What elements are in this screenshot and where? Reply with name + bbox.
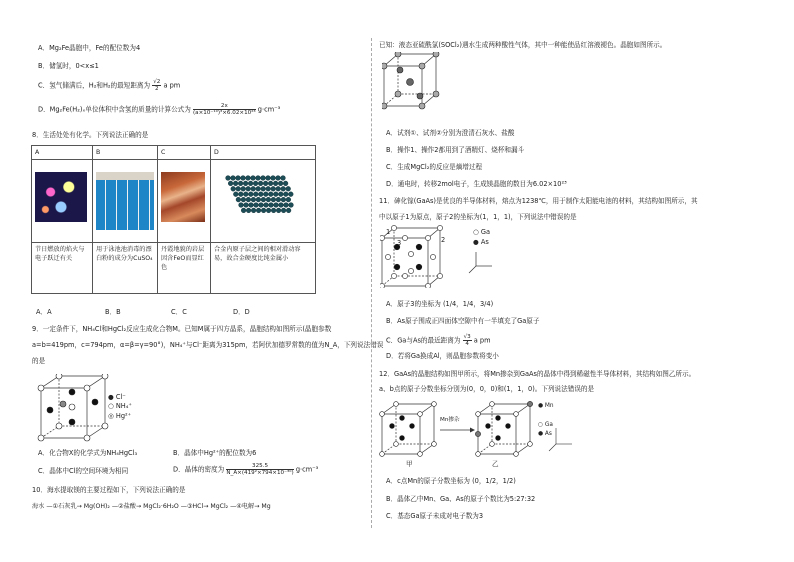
metal-atom [286, 186, 291, 191]
cl-ion [92, 399, 98, 405]
q11-option-c [386, 334, 491, 347]
q8-header-c: C [158, 146, 211, 160]
metal-atom [233, 192, 238, 197]
nh4-ion [69, 404, 75, 410]
fireworks-image [35, 172, 87, 222]
q7-option-a: A．Mg₂Fe晶胞中，Fe的配位数为4 [38, 44, 141, 52]
ga-atom [425, 235, 430, 240]
face-atom [417, 93, 423, 99]
ga-atom [402, 235, 407, 240]
as-atom [410, 424, 415, 429]
frac-num: 325.5 [226, 463, 293, 470]
corner-atom [382, 103, 387, 109]
metal-atom [251, 186, 256, 191]
q12-a-text: A．c点Mn的原子分数坐标为 [386, 477, 470, 485]
q7-option-d [38, 103, 280, 116]
metal-atom [246, 208, 251, 213]
danxia-rock-image [161, 172, 205, 222]
metal-atom [281, 186, 286, 191]
metal-atom [276, 208, 281, 213]
metal-atom [276, 186, 281, 191]
frac-num: 2x [193, 103, 256, 110]
q10-option-c: C．生成MgCl₂的反应是熵增过程 [386, 163, 483, 171]
q8-answer-a: A．A [36, 308, 52, 316]
corner-atom [395, 52, 401, 57]
metal-atom [266, 186, 271, 191]
ga-atom [394, 442, 399, 447]
metal-atom [238, 192, 243, 197]
metal-atom [271, 208, 276, 213]
q12-stem-line2: a、b点的原子分数坐标分别为(0，0，0)和(1，1，0)。下列说法错误的是 [379, 385, 595, 393]
q11-stem-line1: 11．砷化镓(GaAs)是优良的半导体材料，熔点为1238℃，用于制作太阳能电池的材料，其结构如图所示，其 [379, 197, 698, 205]
hg-ion [60, 401, 66, 407]
q7-option-c [38, 79, 180, 92]
q8-text-a: 节日燃放的焰火与电子跃迁有关 [32, 243, 93, 294]
metal-atom [274, 203, 279, 208]
metal-atom [251, 197, 256, 202]
q8-header-b: B [93, 146, 158, 160]
metal-atom [251, 208, 256, 213]
q10-flow-diagram: 海水 —①石灰乳→ Mg(OH)₂ —②盐酸→ MgCl₂·6H₂O —③HCl→ MgCl₂ —④电解→ Mg [32, 503, 271, 510]
q12-legend-ga: ○ Ga [538, 422, 553, 428]
ga-atom [391, 273, 396, 278]
metal-atom [263, 192, 268, 197]
metal-atom [226, 176, 231, 181]
metal-atom [246, 176, 251, 181]
q8-header-d: D [211, 146, 316, 160]
metal-atom [278, 181, 283, 186]
metal-atom [284, 203, 289, 208]
corner-atom [419, 103, 425, 109]
cl-ion [69, 419, 75, 425]
q8-text-d: 合金内原子层之间的相对滑动容易，故合金硬度比纯金属小 [211, 243, 316, 294]
metal-atom [273, 192, 278, 197]
q8-text-b: 用于泳池池消毒的漂白粉的成分为CuSO₄ [93, 243, 158, 294]
q9-d-text: D．晶体的密度为 [173, 465, 225, 474]
metal-atom [241, 176, 246, 181]
frac-den: N_A×(419²×794×10⁻³⁰) [226, 470, 294, 476]
metal-atom [281, 176, 286, 181]
metal-atom [256, 186, 261, 191]
metal-atom [248, 181, 253, 186]
metal-atom [254, 203, 259, 208]
metal-atom [281, 208, 286, 213]
ga-atom [514, 412, 519, 417]
metal-atom [258, 181, 263, 186]
axis-y [549, 444, 556, 451]
q9-d-unit: g·cm⁻³ [295, 465, 319, 474]
ga-atom [490, 402, 495, 407]
metal-atom [261, 208, 266, 213]
metal-atom [241, 186, 246, 191]
arrow-head [470, 428, 475, 433]
q11-option-a [386, 300, 493, 308]
q7-d-fraction [193, 103, 256, 116]
metal-atom [231, 186, 236, 191]
q8-header-a: A [32, 146, 93, 160]
hg-ion [102, 423, 108, 429]
metal-atom [281, 197, 286, 202]
q11-stem-line2: 中以原子1为原点，原子2的坐标为(1，1，1)，下列说法中错误的是 [379, 213, 577, 221]
metal-atom [271, 176, 276, 181]
ga-atom [385, 254, 390, 259]
q10-unit-cell-diagram [382, 52, 442, 114]
q11-option-b: B．As原子围成正四面体空隙中有一半填充了Ga原子 [386, 317, 540, 325]
q12-option-a [386, 477, 516, 485]
as-atom [394, 264, 400, 270]
q9-stem-line2: a=b=419pm，c=794pm，α=β=γ=90°)，NH₄⁺与Cl⁻距离为315pm，若阿伏加德罗常数的值为N_A，下列说法错误 [32, 341, 384, 349]
frac-num: √3 [463, 334, 471, 340]
metal-atom [246, 186, 251, 191]
q8-image-a-cell [32, 160, 93, 243]
q8-table [31, 145, 316, 294]
corner-atom [382, 63, 387, 69]
q9-option-c: C．晶体中Cl的空间环境为相同 [38, 467, 129, 475]
ga-atom [437, 273, 442, 278]
q7-d-text: D．Mg₂Fe(H₂)ₓ单位体积中含氢的质量的计算公式为 [38, 105, 191, 114]
q9-option-b: B．晶体中Hg²⁺的配位数为6 [173, 449, 257, 457]
q7-option-b: B．储氢时，0<x≤1 [38, 62, 99, 70]
metal-atom [243, 181, 248, 186]
corner-atom [433, 52, 439, 57]
metal-atom [233, 181, 238, 186]
hg-ion [102, 374, 108, 379]
frac-den: (a×10⁻¹⁰)³×6.02×10²³ [192, 110, 256, 116]
metal-atom [238, 181, 243, 186]
legend-as-label: As [544, 431, 552, 437]
legend-nh4-label: NH₄⁺ [115, 402, 132, 410]
ga-atom [476, 452, 481, 457]
cl-ion [47, 407, 53, 413]
metal-atom [244, 203, 249, 208]
q12-option-b: B．晶体乙中Mn、Ga、As的原子个数比为5:27:32 [386, 495, 536, 503]
q10-stem: 10．海水提取镁的主要过程如下，下列说法正确的是 [32, 486, 186, 494]
metal-atom [248, 192, 253, 197]
corner-atom [395, 91, 401, 97]
q11-a-coord: (1/4，1/4，3/4) [442, 300, 494, 308]
q11-legend-ga: ○ Ga [473, 228, 491, 236]
center-atom [407, 79, 414, 86]
metal-atom [256, 208, 261, 213]
q10-option-b: B．操作1、操作2都用到了酒精灯、烧杯和漏斗 [386, 146, 525, 154]
q12-a-coord: (0，1/2，1/2) [472, 477, 516, 485]
ga-atom [402, 273, 407, 278]
q12-stem-line1: 12．GaAs的晶胞结构如图甲所示，将Mn掺杂到GaAs的晶体中得到稀磁性半导体材料，其结构如图乙所示。 [379, 370, 696, 378]
ga-atom [380, 452, 385, 457]
q11-legend-as: ● As [473, 238, 489, 246]
ga-atom [408, 268, 413, 273]
metal-atom [263, 181, 268, 186]
swimming-pool-image [96, 172, 154, 230]
metal-atom [243, 192, 248, 197]
q8-answer-c: C．C [171, 308, 187, 316]
q11-label-2: 2 [441, 236, 446, 244]
metal-atom [283, 192, 288, 197]
metal-atom [278, 192, 283, 197]
metal-atom [289, 203, 294, 208]
ga-atom [391, 225, 396, 230]
metal-atom [266, 208, 271, 213]
metal-atom [236, 197, 241, 202]
q10-option-a: A．试剂①、试剂②分别为澄清石灰水、盐酸 [386, 129, 515, 137]
metal-atom [269, 203, 274, 208]
as-atom [416, 264, 422, 270]
q9-option-d [173, 463, 318, 476]
metal-atom [268, 181, 273, 186]
cl-ion [69, 389, 75, 395]
ga-atom [437, 225, 442, 230]
metal-atom [261, 197, 266, 202]
metal-atom [261, 186, 266, 191]
alloy-atom-layers-image [224, 174, 294, 220]
metal-atom [253, 181, 258, 186]
metal-atom [271, 197, 276, 202]
metal-atom [241, 208, 246, 213]
metal-atom [276, 197, 281, 202]
q8-stem: 8．生活处处有化学。下列说法正确的是 [32, 131, 149, 139]
q11-option-d: D．若将Ga换成Al，则晶胞参数将变小 [386, 352, 499, 360]
ga-atom [476, 412, 481, 417]
metal-atom [256, 176, 261, 181]
q10-option-d: D．通电时，转移2mol电子，生成镁晶胞的数目为6.02×10²³ [386, 180, 567, 188]
as-atom [390, 424, 395, 429]
q12-option-c: C．基态Ga原子未成对电子数为3 [386, 512, 484, 520]
q11-c-text: C．Ga与As的最近距离为 [386, 336, 461, 345]
q7-d-unit: g·cm⁻³ [257, 105, 281, 114]
metal-atom [273, 181, 278, 186]
as-atom [496, 416, 501, 421]
as-atom [416, 244, 422, 250]
q11-label-1: 1 [386, 228, 391, 236]
metal-atom [288, 192, 293, 197]
ga-atom [394, 402, 399, 407]
mn-atom [475, 431, 480, 436]
metal-atom [251, 176, 256, 181]
hg-ion [84, 435, 90, 441]
q11-gaas-unit-cell-diagram [380, 224, 450, 288]
corner-atom [419, 63, 425, 69]
metal-atom [239, 203, 244, 208]
hg-ion [56, 374, 62, 379]
ga-atom [380, 283, 385, 288]
q8-text-c: 丹霞地貌的岩层因含FeO而显红色 [158, 243, 211, 294]
metal-atom [249, 203, 254, 208]
q11-c-unit: a pm [473, 336, 491, 345]
q8-answer-b: B．B [105, 308, 121, 316]
q9-legend-nh4: ○ NH₄⁺ [108, 402, 132, 410]
q9-option-a: A．化合物X的化学式为NH₄HgCl₃ [38, 449, 138, 457]
as-atom [400, 416, 405, 421]
legend-ga-label: Ga [544, 422, 553, 428]
q9-legend-cl: ● Cl⁻ [108, 393, 126, 401]
q9-stem-line1: 9．一定条件下，NH₄Cl和HgCl₂反应生成化合物M。已知M属于四方晶系，晶胞结构如图所示(晶胞参数 [32, 325, 332, 333]
metal-atom [231, 176, 236, 181]
metal-atom [256, 197, 261, 202]
q8-image-b-cell [93, 160, 158, 243]
legend-ga-label: Ga [480, 228, 491, 236]
column-divider [371, 38, 372, 528]
q8-answer-d: D．D [233, 308, 250, 316]
q11-label-3: 3 [397, 239, 402, 247]
legend-as-label: As [480, 238, 489, 246]
legend-mn-label: Mn [544, 403, 554, 409]
q9-d-fraction [226, 463, 293, 476]
mn-atom [527, 401, 532, 406]
ga-atom [380, 412, 385, 417]
metal-atom [276, 176, 281, 181]
q7-c-text: C．氢气储满后，H₂和H₂的最短距离为 [38, 81, 151, 90]
ga-atom [408, 251, 413, 256]
metal-atom [271, 186, 276, 191]
frac-den: 4 [465, 341, 469, 347]
q12-label-yi: 乙 [492, 460, 499, 468]
frac-den: 2 [155, 86, 159, 92]
q11-c-fraction [463, 334, 472, 347]
legend-hg-label: Hg²⁺ [115, 412, 132, 420]
q9-stem-line3: 的是 [32, 357, 46, 365]
metal-atom [246, 197, 251, 202]
metal-atom [261, 176, 266, 181]
q7-c-unit: a pm [163, 81, 181, 90]
hg-ion [84, 385, 90, 391]
ga-atom [425, 283, 430, 288]
frac-num: √2 [153, 79, 161, 85]
q8-image-c-cell [158, 160, 211, 243]
q12-legend-mn: ● Mn [538, 403, 554, 409]
xyz-axes-icon [466, 250, 496, 276]
ga-atom [418, 412, 423, 417]
metal-atom [236, 176, 241, 181]
metal-atom [268, 192, 273, 197]
metal-atom [286, 208, 291, 213]
metal-atom [258, 192, 263, 197]
q7-c-fraction [152, 79, 161, 92]
metal-atom [228, 181, 233, 186]
q12-arrow-label: Mn掺杂 [440, 417, 460, 423]
q12-label-jia: 甲 [406, 460, 413, 468]
hg-ion [56, 423, 62, 429]
ga-atom [380, 235, 385, 240]
corner-atom [433, 91, 439, 97]
metal-atom [283, 181, 288, 186]
metal-atom [259, 203, 264, 208]
q10-note: 已知：液态亚硫酰氯(SOCl₂)遇水生成两种酸性气体，其中一种能使品红溶液褪色。晶胞如图所示。 [379, 41, 667, 49]
hg-ion [38, 385, 44, 391]
metal-atom [236, 186, 241, 191]
face-atom [397, 67, 403, 73]
metal-atom [241, 197, 246, 202]
ga-atom [430, 254, 435, 259]
metal-atom [286, 197, 291, 202]
metal-atom [264, 203, 269, 208]
ga-atom [514, 452, 519, 457]
ga-atom [490, 442, 495, 447]
hg-ion [38, 435, 44, 441]
ga-atom [418, 452, 423, 457]
q8-image-d-cell [211, 160, 316, 243]
metal-atom [279, 203, 284, 208]
q12-legend-as: ● As [538, 431, 552, 437]
legend-cl-label: Cl⁻ [115, 393, 126, 401]
metal-atom [266, 197, 271, 202]
as-atom [496, 436, 501, 441]
q11-a-text: A．原子3的坐标为 [386, 300, 441, 308]
as-atom [506, 424, 511, 429]
as-atom [400, 436, 405, 441]
metal-atom [253, 192, 258, 197]
ga-atom [432, 402, 437, 407]
as-atom [486, 424, 491, 429]
metal-atom [266, 176, 271, 181]
ga-atom [528, 442, 533, 447]
q9-legend-hg: ◎ Hg²⁺ [108, 412, 132, 420]
ga-atom [432, 442, 437, 447]
